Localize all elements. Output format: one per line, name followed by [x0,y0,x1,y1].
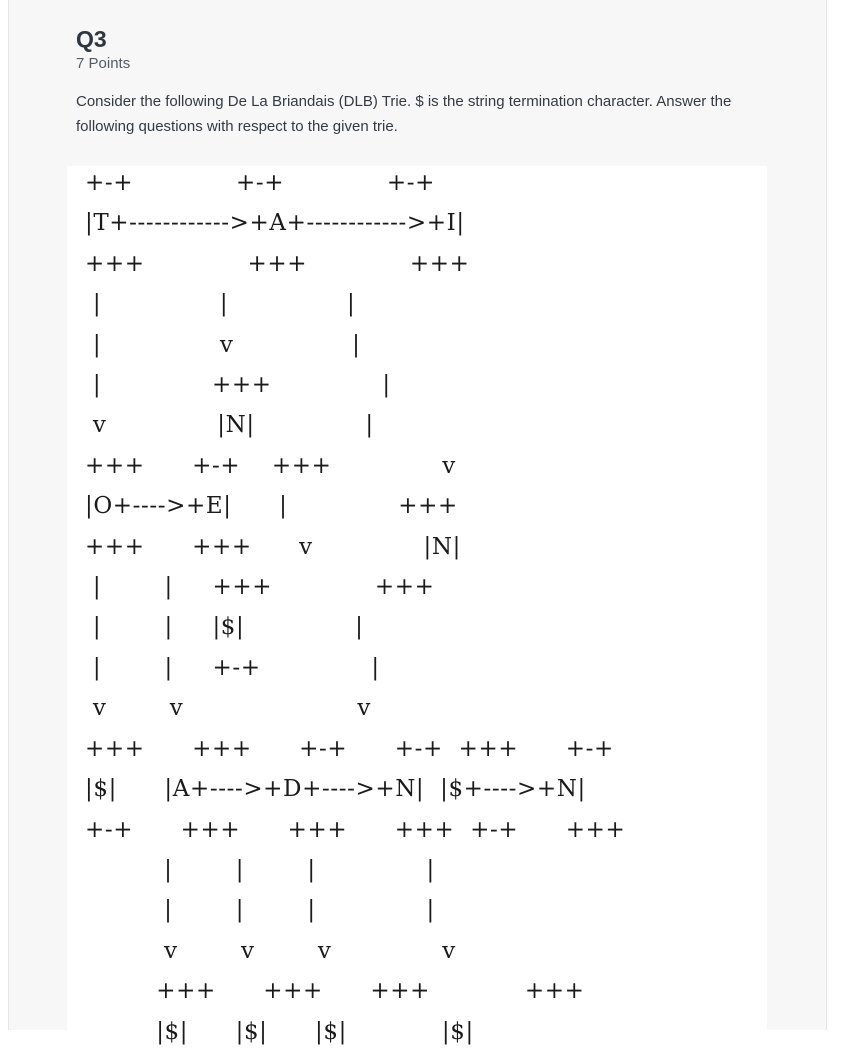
dlb-trie-diagram: +-+ +-+ +-+ |T+------------>+A+------------>+I| +++ +++ +++ | | | | v | | +++ | v |N| | +++ +-+ +++ v |O+---->+E| | +++ +++ +++ v |N| | | +++ +++ | | |$| | | | +-+ | v v v +++ +++ +-+ +-+ +++ +-+ |$| |A+---->+D+---->+N| |$+---->+N| +-+ +++ +++ +++ +-+ +++ | | | | | | | | v v v v +++ +++ +++ +++ |$| |$| |$| |$| [85,170,626,1045]
question-points: 7 Points [76,55,131,72]
question-prompt: Consider the following De La Briandais (DLB) Trie. $ is the string termination character. Answer the following questions with respect to the given trie. [76,93,732,135]
question-title: Q3 [76,26,107,52]
trie-diagram-box [67,166,767,1045]
